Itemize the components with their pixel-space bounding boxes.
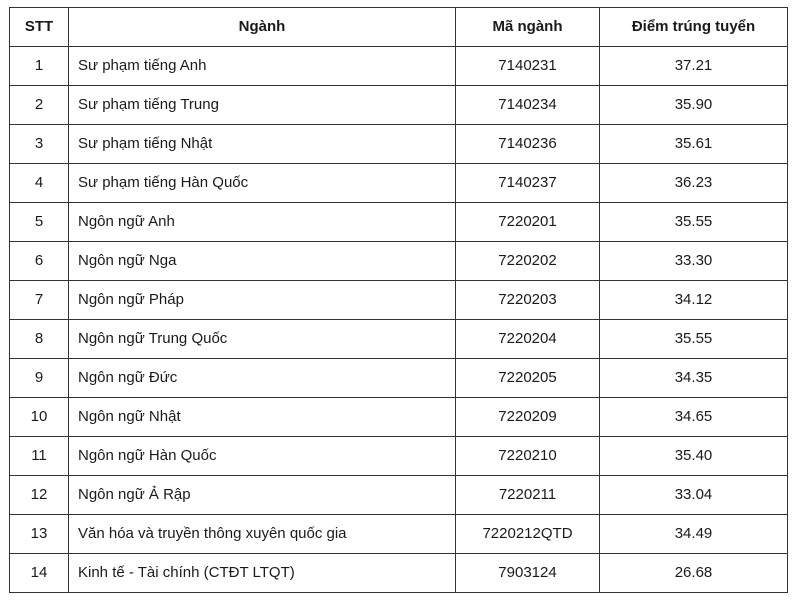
cell-stt: 8 <box>10 320 69 359</box>
table-row <box>10 359 788 398</box>
header-nganh: Ngành <box>69 8 456 47</box>
cell-nganh: Sư phạm tiếng Anh <box>69 47 456 86</box>
table-row <box>10 554 788 593</box>
header-ma-nganh: Mã ngành <box>456 8 600 47</box>
cell-stt: 11 <box>10 437 69 476</box>
cell-diem: 37.21 <box>600 47 788 86</box>
cell-nganh: Ngôn ngữ Pháp <box>69 281 456 320</box>
cell-diem: 36.23 <box>600 164 788 203</box>
table-row <box>10 437 788 476</box>
cell-ma-nganh: 7220212QTD <box>456 515 600 554</box>
cell-diem: 33.30 <box>600 242 788 281</box>
cell-ma-nganh: 7140234 <box>456 86 600 125</box>
cell-ma-nganh: 7220204 <box>456 320 600 359</box>
cell-diem: 35.55 <box>600 320 788 359</box>
cell-stt: 6 <box>10 242 69 281</box>
cell-diem: 35.55 <box>600 203 788 242</box>
table-row <box>10 125 788 164</box>
cell-ma-nganh: 7140236 <box>456 125 600 164</box>
cell-nganh: Kinh tế - Tài chính (CTĐT LTQT) <box>69 554 456 593</box>
table-row <box>10 203 788 242</box>
cell-nganh: Văn hóa và truyền thông xuyên quốc gia <box>69 515 456 554</box>
cell-stt: 12 <box>10 476 69 515</box>
table-row <box>10 398 788 437</box>
table-body <box>10 47 788 593</box>
cell-ma-nganh: 7220203 <box>456 281 600 320</box>
admission-scores-table <box>9 7 788 593</box>
cell-stt: 3 <box>10 125 69 164</box>
cell-stt: 5 <box>10 203 69 242</box>
table-row <box>10 320 788 359</box>
header-row <box>10 8 788 47</box>
table-row <box>10 47 788 86</box>
cell-nganh: Ngôn ngữ Nga <box>69 242 456 281</box>
cell-ma-nganh: 7220205 <box>456 359 600 398</box>
cell-nganh: Ngôn ngữ Anh <box>69 203 456 242</box>
cell-nganh: Ngôn ngữ Hàn Quốc <box>69 437 456 476</box>
header-stt: STT <box>10 8 69 47</box>
cell-diem: 35.61 <box>600 125 788 164</box>
cell-diem: 26.68 <box>600 554 788 593</box>
cell-diem: 34.49 <box>600 515 788 554</box>
cell-nganh: Sư phạm tiếng Hàn Quốc <box>69 164 456 203</box>
table-header <box>10 8 788 47</box>
cell-stt: 2 <box>10 86 69 125</box>
cell-stt: 4 <box>10 164 69 203</box>
header-diem-trung-tuyen: Điểm trúng tuyển <box>600 8 788 47</box>
cell-ma-nganh: 7140237 <box>456 164 600 203</box>
cell-stt: 9 <box>10 359 69 398</box>
cell-ma-nganh: 7140231 <box>456 47 600 86</box>
cell-diem: 35.40 <box>600 437 788 476</box>
cell-nganh: Ngôn ngữ Ả Rập <box>69 476 456 515</box>
cell-ma-nganh: 7220202 <box>456 242 600 281</box>
cell-diem: 34.65 <box>600 398 788 437</box>
cell-ma-nganh: 7220211 <box>456 476 600 515</box>
table-row <box>10 242 788 281</box>
cell-ma-nganh: 7220209 <box>456 398 600 437</box>
cell-nganh: Ngôn ngữ Trung Quốc <box>69 320 456 359</box>
cell-nganh: Sư phạm tiếng Nhật <box>69 125 456 164</box>
cell-ma-nganh: 7903124 <box>456 554 600 593</box>
cell-stt: 1 <box>10 47 69 86</box>
table-row <box>10 281 788 320</box>
cell-nganh: Ngôn ngữ Nhật <box>69 398 456 437</box>
cell-stt: 13 <box>10 515 69 554</box>
cell-diem: 34.35 <box>600 359 788 398</box>
cell-diem: 35.90 <box>600 86 788 125</box>
table-row <box>10 515 788 554</box>
cell-ma-nganh: 7220201 <box>456 203 600 242</box>
cell-stt: 7 <box>10 281 69 320</box>
cell-nganh: Ngôn ngữ Đức <box>69 359 456 398</box>
cell-diem: 34.12 <box>600 281 788 320</box>
cell-stt: 14 <box>10 554 69 593</box>
table-row <box>10 164 788 203</box>
cell-ma-nganh: 7220210 <box>456 437 600 476</box>
table-row <box>10 476 788 515</box>
cell-stt: 10 <box>10 398 69 437</box>
cell-nganh: Sư phạm tiếng Trung <box>69 86 456 125</box>
cell-diem: 33.04 <box>600 476 788 515</box>
table-container <box>9 7 788 593</box>
table-row <box>10 86 788 125</box>
